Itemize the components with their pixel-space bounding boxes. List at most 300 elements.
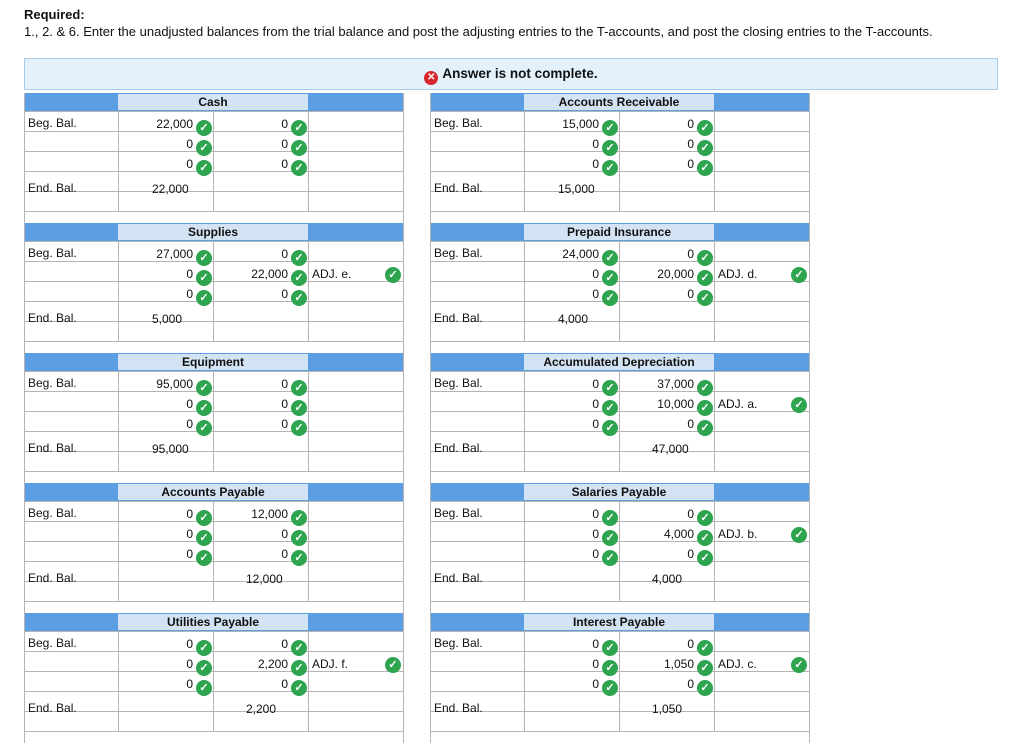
checkmark-icon: ✓ [291,530,307,546]
debit-entry-field[interactable] [526,544,618,566]
row-divider [430,341,810,342]
checkmark-icon: ✓ [602,140,618,156]
credit-entry-field[interactable] [215,524,307,546]
adjustment-label: ADJ. b. [718,527,758,541]
account-title: Accumulated Depreciation [524,354,714,370]
debit-entry-field[interactable] [120,284,212,306]
end-bal-label: End. Bal. [28,181,77,195]
checkmark-icon: ✓ [291,640,307,656]
checkmark-icon: ✓ [697,380,713,396]
row-divider [24,371,404,372]
row-divider [24,451,404,452]
column-divider [403,353,404,483]
beg-bal-label: Beg. Bal. [28,636,77,650]
checkmark-icon: ✓ [602,660,618,676]
credit-entry-field-value: 0 [687,247,694,261]
checkmark-icon: ✓ [697,400,713,416]
account-header [24,613,404,631]
t-account-accounts-payable [24,483,404,613]
checkmark-icon: ✓ [697,640,713,656]
credit-entry-field[interactable] [215,394,307,416]
row-divider [24,321,404,322]
debit-entry-field-value: 95,000 [156,377,193,391]
row-divider [430,451,810,452]
column-divider [213,111,214,211]
debit-entry-field[interactable] [120,374,212,396]
column-divider [809,223,810,353]
credit-entry-field[interactable] [215,374,307,396]
credit-entry-field-value: 0 [281,397,288,411]
debit-entry-field-value: 0 [592,267,599,281]
checkmark-icon: ✓ [602,400,618,416]
checkmark-icon: ✓ [697,420,713,436]
checkmark-icon: ✓ [697,290,713,306]
adjustment-label: ADJ. a. [718,397,758,411]
debit-entry-field[interactable] [526,374,618,396]
credit-entry-field[interactable] [621,504,713,526]
answer-status-text: Answer is not complete. [442,66,598,81]
credit-entry-field[interactable] [621,264,713,286]
row-divider [24,431,404,432]
debit-entry-field-value: 0 [186,397,193,411]
credit-entry-field-value: 20,000 [657,267,694,281]
checkmark-icon: ✓ [291,420,307,436]
row-divider [24,171,404,172]
column-divider [308,371,309,471]
credit-entry-field-value: 2,200 [257,657,288,671]
credit-entry-field[interactable] [621,244,713,266]
debit-entry-field[interactable] [526,524,618,546]
credit-entry-field[interactable] [215,154,307,176]
credit-entry-field-value: 0 [281,137,288,151]
row-divider [430,731,810,732]
row-divider [24,211,404,212]
column-divider [619,501,620,601]
column-divider [619,631,620,731]
debit-entry-field-value: 15,000 [562,117,599,131]
credit-entry-field[interactable] [621,154,713,176]
checkmark-icon: ✓ [291,140,307,156]
t-account-accumulated-depreciation [430,353,810,483]
row-divider [24,651,404,652]
checkmark-icon: ✓ [196,640,212,656]
checkmark-icon: ✓ [602,550,618,566]
checkmark-icon: ✓ [196,140,212,156]
credit-entry-field[interactable] [621,524,713,546]
credit-entry-field[interactable] [215,264,307,286]
credit-entry-field[interactable] [215,284,307,306]
credit-entry-field-value: 0 [687,507,694,521]
row-divider [24,731,404,732]
column-divider [24,353,25,483]
row-divider [430,371,810,372]
beg-bal-label: Beg. Bal. [434,246,483,260]
end-balance-credit: 1,050 [652,702,683,716]
row-divider [430,391,810,392]
t-accounts-grid [24,93,810,753]
end-balance-debit: 4,000 [558,312,589,326]
credit-entry-field[interactable] [215,414,307,436]
account-header [430,353,810,371]
adjustment-check-icon: ✓ [791,397,807,413]
debit-entry-field-value: 0 [592,137,599,151]
credit-entry-field[interactable] [621,114,713,136]
debit-entry-field-value: 0 [592,157,599,171]
column-divider [714,111,715,211]
credit-entry-field[interactable] [621,284,713,306]
checkmark-icon: ✓ [602,250,618,266]
checkmark-icon: ✓ [602,160,618,176]
account-header [430,93,810,111]
row-divider [430,171,810,172]
debit-entry-field[interactable] [120,134,212,156]
beg-bal-label: Beg. Bal. [28,506,77,520]
debit-entry-field[interactable] [526,654,618,676]
checkmark-icon: ✓ [196,680,212,696]
checkmark-icon: ✓ [196,270,212,286]
checkmark-icon: ✓ [602,290,618,306]
account-title: Accounts Receivable [524,94,714,110]
checkmark-icon: ✓ [196,380,212,396]
debit-entry-field[interactable] [120,414,212,436]
beg-bal-label: Beg. Bal. [434,116,483,130]
debit-entry-field-value: 0 [186,507,193,521]
end-bal-label: End. Bal. [28,441,77,455]
checkmark-icon: ✓ [291,250,307,266]
credit-entry-field[interactable] [621,634,713,656]
column-divider [430,93,431,223]
adjustment-label: ADJ. c. [718,657,757,671]
row-divider [24,581,404,582]
row-divider [24,541,404,542]
row-divider [430,651,810,652]
credit-entry-field[interactable] [621,374,713,396]
row-divider [24,261,404,262]
column-divider [308,111,309,211]
debit-entry-field[interactable] [120,114,212,136]
credit-entry-field[interactable] [215,244,307,266]
beg-bal-label: Beg. Bal. [434,506,483,520]
checkmark-icon: ✓ [291,400,307,416]
credit-entry-field[interactable] [215,114,307,136]
debit-entry-field-value: 0 [186,137,193,151]
account-header [430,223,810,241]
checkmark-icon: ✓ [196,550,212,566]
column-divider [809,353,810,483]
credit-entry-field-value: 0 [281,117,288,131]
checkmark-icon: ✓ [697,270,713,286]
credit-entry-field-value: 22,000 [251,267,288,281]
end-bal-label: End. Bal. [434,571,483,585]
credit-entry-field[interactable] [215,504,307,526]
debit-entry-field[interactable] [120,394,212,416]
answer-status-banner [24,58,998,90]
row-divider [430,691,810,692]
column-divider [430,613,431,743]
debit-entry-field-value: 0 [186,157,193,171]
credit-entry-field[interactable] [621,414,713,436]
row-divider [430,301,810,302]
t-account-equipment [24,353,404,483]
debit-entry-field-value: 0 [186,527,193,541]
t-account-prepaid-insurance [430,223,810,353]
credit-entry-field-value: 0 [281,547,288,561]
debit-entry-field-value: 0 [592,677,599,691]
debit-entry-field[interactable] [120,264,212,286]
checkmark-icon: ✓ [291,510,307,526]
account-title: Salaries Payable [524,484,714,500]
end-balance-credit: 2,200 [246,702,277,716]
column-divider [619,241,620,341]
credit-entry-field-value: 10,000 [657,397,694,411]
credit-entry-field[interactable] [621,134,713,156]
row-divider [430,321,810,322]
debit-entry-field[interactable] [120,524,212,546]
column-divider [118,241,119,341]
checkmark-icon: ✓ [602,270,618,286]
debit-entry-field-value: 0 [592,287,599,301]
column-divider [524,371,525,471]
account-header [430,613,810,631]
checkmark-icon: ✓ [196,660,212,676]
end-balance-credit: 4,000 [652,572,683,586]
checkmark-icon: ✓ [291,550,307,566]
checkmark-icon: ✓ [291,680,307,696]
t-account-accounts-receivable [430,93,810,223]
adjustment-label: ADJ. e. [312,267,352,281]
end-bal-label: End. Bal. [434,701,483,715]
debit-entry-field[interactable] [526,634,618,656]
debit-entry-field[interactable] [120,634,212,656]
debit-entry-field-value: 0 [186,417,193,431]
column-divider [118,111,119,211]
row-divider [430,631,810,632]
credit-entry-field[interactable] [215,634,307,656]
debit-entry-field-value: 0 [592,547,599,561]
debit-entry-field-value: 24,000 [562,247,599,261]
debit-entry-field[interactable] [526,284,618,306]
account-header [24,93,404,111]
debit-entry-field[interactable] [526,414,618,436]
end-bal-label: End. Bal. [434,181,483,195]
required-heading: Required: [24,7,85,22]
adjustment-label: ADJ. d. [718,267,758,281]
debit-entry-field[interactable] [120,544,212,566]
column-divider [118,501,119,601]
column-divider [308,501,309,601]
debit-entry-field[interactable] [526,134,618,156]
t-account-cash [24,93,404,223]
column-divider [430,223,431,353]
end-balance-credit: 47,000 [652,442,689,456]
debit-entry-field-value: 0 [186,657,193,671]
column-divider [213,501,214,601]
column-divider [619,111,620,211]
checkmark-icon: ✓ [602,510,618,526]
column-divider [809,483,810,613]
credit-entry-field[interactable] [621,394,713,416]
credit-entry-field-value: 0 [687,137,694,151]
account-title: Accounts Payable [118,484,308,500]
credit-entry-field-value: 1,050 [663,657,694,671]
checkmark-icon: ✓ [196,420,212,436]
credit-entry-field-value: 4,000 [663,527,694,541]
debit-entry-field[interactable] [120,154,212,176]
t-account-salaries-payable [430,483,810,613]
end-bal-label: End. Bal. [434,441,483,455]
column-divider [403,613,404,743]
credit-entry-field-value: 0 [687,287,694,301]
credit-entry-field-value: 12,000 [251,507,288,521]
debit-entry-field-value: 0 [186,267,193,281]
checkmark-icon: ✓ [196,120,212,136]
column-divider [524,111,525,211]
checkmark-icon: ✓ [602,420,618,436]
debit-entry-field-value: 0 [186,287,193,301]
row-divider [24,691,404,692]
column-divider [619,371,620,471]
checkmark-icon: ✓ [291,660,307,676]
checkmark-icon: ✓ [602,530,618,546]
adjustment-check-icon: ✓ [791,527,807,543]
instructions [24,6,933,40]
column-divider [308,241,309,341]
end-balance-credit: 12,000 [246,572,283,586]
debit-entry-field-value: 0 [592,507,599,521]
row-divider [24,561,404,562]
account-header [24,223,404,241]
checkmark-icon: ✓ [602,380,618,396]
checkmark-icon: ✓ [697,680,713,696]
account-header [430,483,810,501]
checkmark-icon: ✓ [196,160,212,176]
credit-entry-field-value: 0 [687,157,694,171]
row-divider [430,601,810,602]
column-divider [403,483,404,613]
beg-bal-label: Beg. Bal. [28,116,77,130]
row-divider [24,111,404,112]
credit-entry-field[interactable] [215,134,307,156]
checkmark-icon: ✓ [196,290,212,306]
row-divider [430,431,810,432]
row-divider [24,471,404,472]
credit-entry-field[interactable] [621,674,713,696]
row-divider [430,501,810,502]
row-divider [24,151,404,152]
checkmark-icon: ✓ [697,250,713,266]
row-divider [24,411,404,412]
row-divider [24,501,404,502]
account-title: Interest Payable [524,614,714,630]
checkmark-icon: ✓ [291,160,307,176]
checkmark-icon: ✓ [697,120,713,136]
debit-entry-field[interactable] [120,244,212,266]
column-divider [714,371,715,471]
adjustment-check-icon: ✓ [385,657,401,673]
debit-entry-field[interactable] [526,264,618,286]
debit-entry-field[interactable] [526,504,618,526]
checkmark-icon: ✓ [291,380,307,396]
row-divider [24,301,404,302]
debit-entry-field-value: 27,000 [156,247,193,261]
column-divider [308,631,309,731]
debit-entry-field[interactable] [526,394,618,416]
column-divider [24,613,25,743]
row-divider [430,111,810,112]
debit-entry-field[interactable] [526,674,618,696]
credit-entry-field-value: 0 [281,287,288,301]
column-divider [524,631,525,731]
debit-entry-field[interactable] [120,504,212,526]
row-divider [430,521,810,522]
account-title: Prepaid Insurance [524,224,714,240]
beg-bal-label: Beg. Bal. [434,376,483,390]
account-title: Equipment [118,354,308,370]
checkmark-icon: ✓ [602,680,618,696]
checkmark-icon: ✓ [196,510,212,526]
adjustment-check-icon: ✓ [791,267,807,283]
credit-entry-field-value: 0 [281,527,288,541]
debit-entry-field-value: 0 [186,637,193,651]
end-balance-debit: 15,000 [558,182,595,196]
account-title: Supplies [118,224,308,240]
column-divider [24,93,25,223]
credit-entry-field-value: 0 [687,547,694,561]
debit-entry-field-value: 22,000 [156,117,193,131]
credit-entry-field[interactable] [621,654,713,676]
column-divider [24,483,25,613]
row-divider [430,191,810,192]
credit-entry-field[interactable] [215,544,307,566]
row-divider [24,631,404,632]
end-balance-debit: 22,000 [152,182,189,196]
row-divider [430,261,810,262]
debit-entry-field[interactable] [120,674,212,696]
checkmark-icon: ✓ [697,550,713,566]
credit-entry-field-value: 0 [281,157,288,171]
row-divider [430,471,810,472]
debit-entry-field[interactable] [526,244,618,266]
credit-entry-field[interactable] [621,544,713,566]
checkmark-icon: ✓ [697,140,713,156]
debit-entry-field[interactable] [526,154,618,176]
column-divider [714,631,715,731]
credit-entry-field-value: 0 [281,377,288,391]
credit-entry-field-value: 0 [687,637,694,651]
debit-entry-field-value: 0 [592,637,599,651]
credit-entry-field[interactable] [215,654,307,676]
column-divider [213,631,214,731]
end-balance-debit: 95,000 [152,442,189,456]
credit-entry-field[interactable] [215,674,307,696]
credit-entry-field-value: 0 [687,117,694,131]
column-divider [809,613,810,743]
required-text: 1., 2. & 6. Enter the unadjusted balances from the trial balance and post the adjusting entries to the T-accounts, and post the closing entries to the T-accounts. [24,24,933,39]
debit-entry-field[interactable] [526,114,618,136]
end-bal-label: End. Bal. [28,311,77,325]
debit-entry-field-value: 0 [592,417,599,431]
beg-bal-label: Beg. Bal. [434,636,483,650]
column-divider [714,241,715,341]
debit-entry-field[interactable] [120,654,212,676]
x-circle-icon: ✕ [424,71,438,85]
checkmark-icon: ✓ [291,290,307,306]
checkmark-icon: ✓ [697,160,713,176]
t-account-interest-payable [430,613,810,743]
debit-entry-field-value: 0 [592,397,599,411]
column-divider [403,93,404,223]
credit-entry-field-value: 0 [281,637,288,651]
